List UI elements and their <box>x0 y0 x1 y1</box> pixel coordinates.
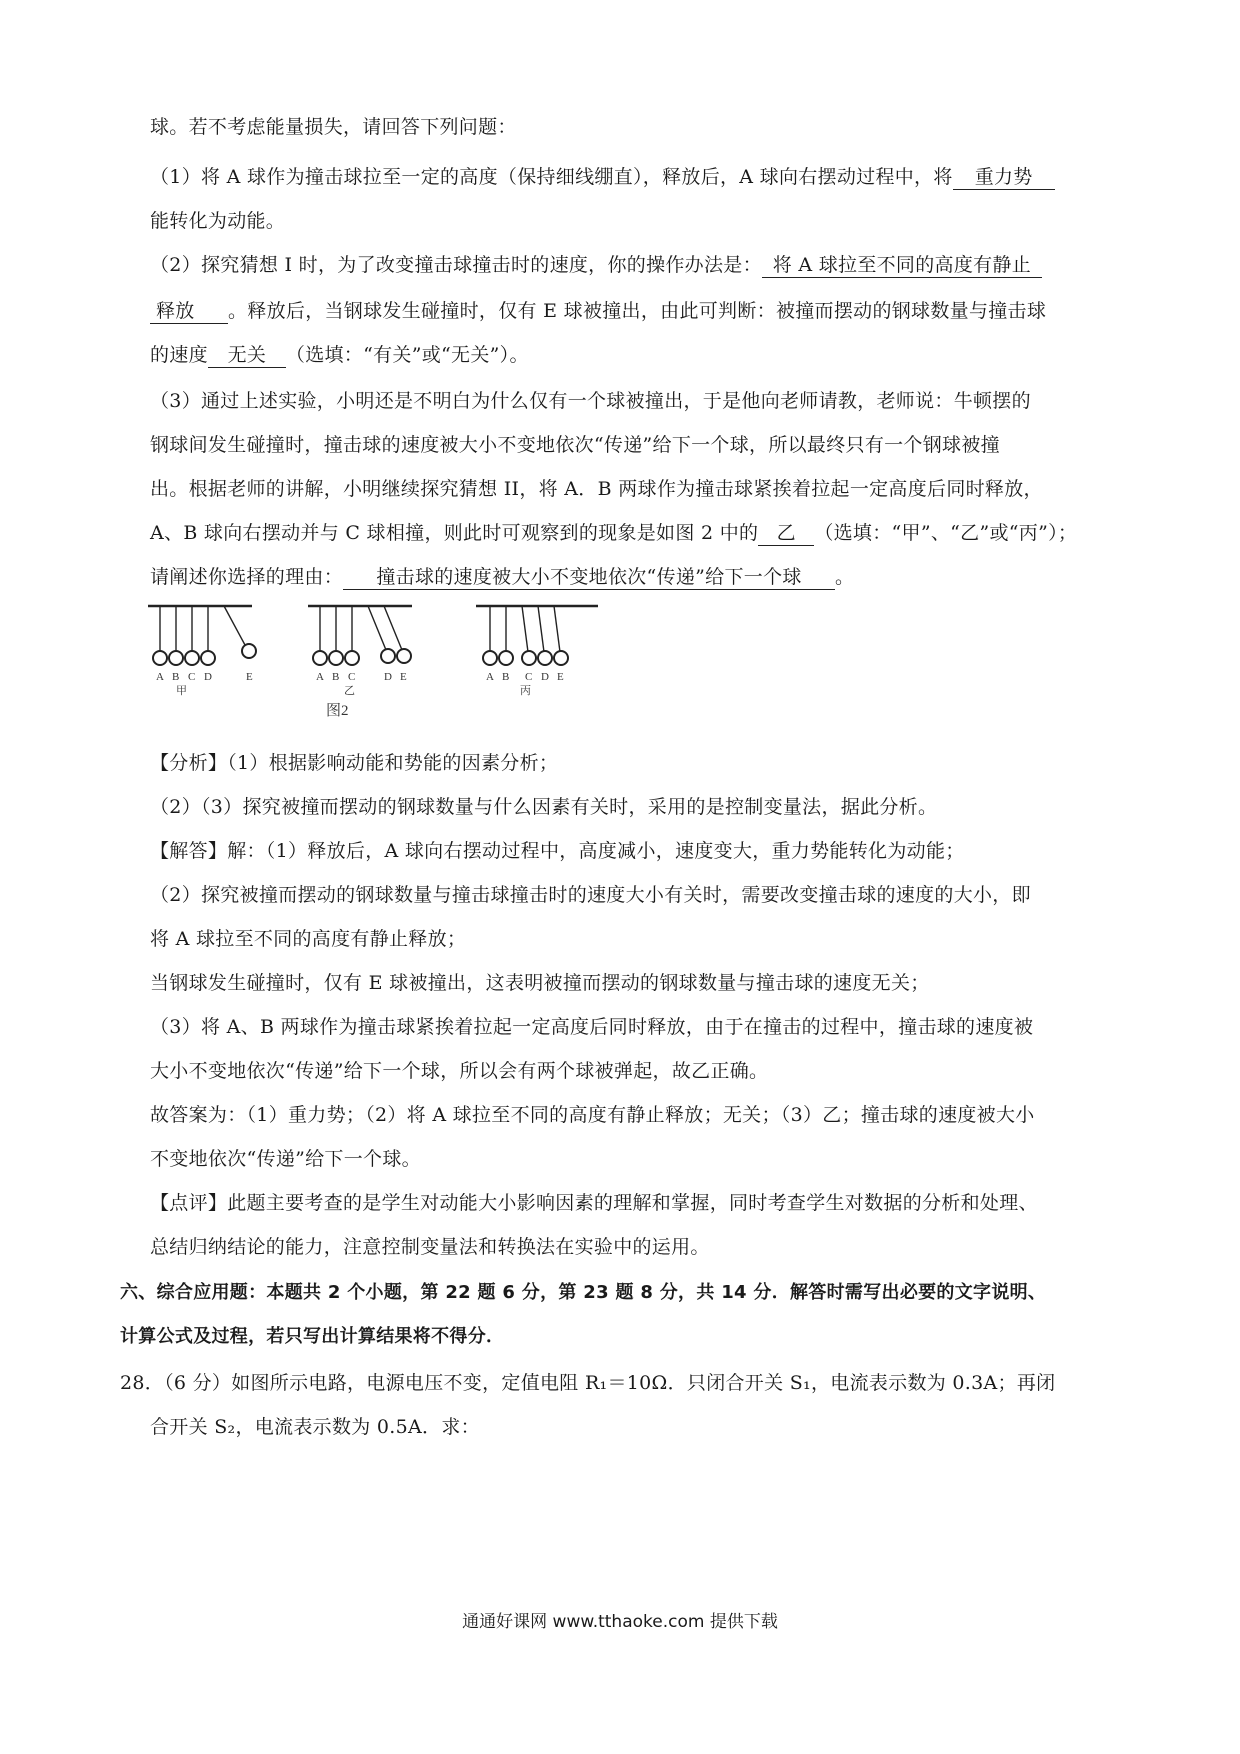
svg-text:D: D <box>541 671 549 683</box>
question-28 <box>120 1368 1055 1395</box>
text-line <box>150 562 854 590</box>
answer-blank-5: 撞击球的速度被大小不变地依次“传递”给下一个球 <box>343 562 835 590</box>
solution-line <box>150 836 965 863</box>
text: 【分析】（1）根据影响动能和势能的因素分析； <box>150 752 559 774</box>
text: 将 A 球拉至不同的高度有静止释放； <box>150 928 467 950</box>
text-line <box>150 340 529 368</box>
text: 28．（6 分）如图所示电路，电源电压不变，定值电阻 R₁＝10Ω．只闭合开关 S₁，电流表示数为 0.3A；再闭 <box>120 1372 1056 1394</box>
footer-source: 通通好课网 www.tthaoke.com 提供下载 <box>462 1612 778 1632</box>
text-line <box>150 1012 1033 1039</box>
text: 【解答】解：（1）释放后，A 球向右摆动过程中，高度减小，速度变大，重力势能转化为动能； <box>150 840 965 862</box>
answer-summary <box>150 1100 1035 1127</box>
comment-line <box>150 1188 1038 1215</box>
text: 计算公式及过程，若只写出计算结果将不得分． <box>120 1326 505 1347</box>
svg-text:E: E <box>557 671 564 683</box>
text: 【点评】此题主要考查的是学生对动能大小影响因素的理解和掌握，同时考查学生对数据的分析和处理、 <box>150 1192 1038 1214</box>
svg-text:B: B <box>502 671 510 683</box>
caption-yi: 乙 <box>344 685 355 697</box>
text: （选填：“有关”或“无关”）。 <box>285 344 529 366</box>
svg-text:D: D <box>384 671 392 683</box>
svg-text:A: A <box>486 671 494 683</box>
answer-blank-4: 乙 <box>758 518 814 546</box>
text: （1）将 A 球作为撞击球拉至一定的高度（保持细线绷直），释放后，A 球向右摆动过程中，将 <box>150 166 953 188</box>
text-line <box>150 1056 768 1083</box>
question-2 <box>150 250 1042 278</box>
text: 钢球间发生碰撞时，撞击球的速度被大小不变地依次“传递”给下一个球，所以最终只有一个钢球被撞 <box>150 434 1000 456</box>
text: 能转化为动能。 <box>150 210 286 232</box>
text: 请阐述你选择的理由： <box>150 566 344 588</box>
svg-text:E: E <box>246 671 253 683</box>
svg-text:B: B <box>172 671 180 683</box>
caption-bing: 丙 <box>520 685 531 697</box>
text-line <box>150 112 517 139</box>
text: 故答案为：（1）重力势；（2）将 A 球拉至不同的高度有静止释放；无关；（3）乙；撞击球的速度被大小 <box>150 1104 1035 1126</box>
text: 。 <box>835 566 855 588</box>
text: （2）探究被撞而摆动的钢球数量与撞击球撞击时的速度大小有关时，需要改变撞击球的速度的大小，即 <box>150 884 1031 906</box>
text: 合开关 S₂，电流表示数为 0.5A．求： <box>150 1416 480 1438</box>
svg-text:E: E <box>400 671 407 683</box>
text: （3）将 A、B 两球作为撞击球紧挨着拉起一定高度后同时释放，由于在撞击的过程中，撞击球的速度被 <box>150 1016 1034 1038</box>
text-line <box>150 880 1031 907</box>
svg-text:A: A <box>156 671 164 683</box>
answer-blank-2b: 释放 <box>150 296 228 324</box>
svg-text:D: D <box>204 671 212 683</box>
text: （3）通过上述实验，小明还是不明白为什么仅有一个球被撞出，于是他向老师请教，老师说：牛顿摆的 <box>150 390 1031 412</box>
text: 。释放后，当钢球发生碰撞时，仅有 E 球被撞出，由此可判断：被撞而摆动的钢球数量与撞击球 <box>228 300 1047 322</box>
text-line <box>150 386 1031 413</box>
svg-text:B: B <box>332 671 340 683</box>
text-line <box>150 968 930 995</box>
text-line <box>150 518 1077 546</box>
text-line <box>150 474 1043 501</box>
answer-blank-3: 无关 <box>208 340 286 368</box>
answer-blank-2a: 将 A 球拉至不同的高度有静止 <box>762 250 1042 278</box>
text: （2）探究猜想 I 时，为了改变撞击球撞击时的速度，你的操作办法是： <box>150 254 762 276</box>
text: 当钢球发生碰撞时，仅有 E 球被撞出，这表明被撞而摆动的钢球数量与撞击球的速度无关； <box>150 972 930 994</box>
text-line <box>150 206 285 233</box>
text: （2）（3）探究被撞而摆动的钢球数量与什么因素有关时，采用的是控制变量法，据此分析。 <box>150 796 938 818</box>
text: A、B 球向右摆动并与 C 球相撞，则此时可观察到的现象是如图 2 中的 <box>150 522 759 544</box>
text: 的速度 <box>150 344 208 366</box>
text: 球。若不考虑能量损失，请回答下列问题： <box>150 116 517 138</box>
svg-text:A: A <box>316 671 324 683</box>
ball <box>153 651 167 665</box>
analysis-line <box>150 748 558 775</box>
text-line <box>150 1144 421 1171</box>
svg-text:C: C <box>188 671 196 683</box>
text: 出。根据老师的讲解，小明继续探究猜想 II，将 A．B 两球作为撞击球紧挨着拉起一定高度后同时释放， <box>150 478 1043 500</box>
section-heading <box>120 1278 1046 1304</box>
svg-text:C: C <box>348 671 356 683</box>
text: 不变地依次“传递”给下一个球。 <box>150 1148 421 1170</box>
text-line <box>150 430 1000 457</box>
text: 大小不变地依次“传递”给下一个球，所以会有两个球被弹起，故乙正确。 <box>150 1060 769 1082</box>
question-1 <box>150 162 1055 190</box>
text-line <box>150 924 466 951</box>
newtons-cradle-figure <box>140 600 660 730</box>
text: 六、综合应用题：本题共 2 个小题，第 22 题 6 分，第 23 题 8 分，共 14 分．解答时需写出必要的文字说明、 <box>120 1282 1047 1303</box>
text-line <box>150 1412 480 1439</box>
svg-text:C: C <box>525 671 533 683</box>
text-line <box>150 1232 710 1259</box>
text-line <box>150 296 1046 324</box>
caption-jia: 甲 <box>176 685 187 697</box>
text-line <box>150 792 937 819</box>
section-heading-cont <box>120 1322 504 1348</box>
answer-blank-1: 重力势 <box>953 162 1055 190</box>
figure-label: 图2 <box>326 703 349 719</box>
text: 总结归纳结论的能力，注意控制变量法和转换法在实验中的运用。 <box>150 1236 710 1258</box>
text: （选填：“甲”、“乙”或“丙”）； <box>814 522 1078 544</box>
